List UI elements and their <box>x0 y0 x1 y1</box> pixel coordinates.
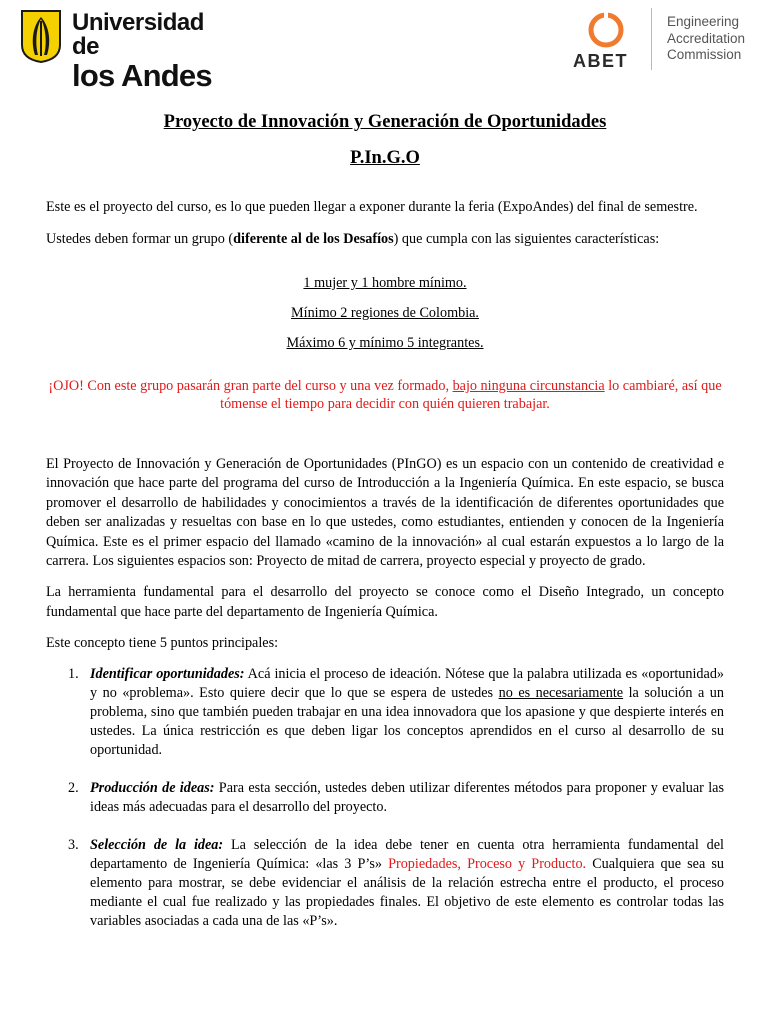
accreditation-commission-label: Engineering Accreditation Commission <box>667 14 746 62</box>
abet-ring-icon <box>586 10 626 50</box>
list-item-number: 2. <box>68 780 79 797</box>
list-item-title: Identificar oportunidades: <box>90 666 245 683</box>
list-item: 1. Identificar oportunidades: Acá inicia el proceso de ideación. Nótese que la palabra utilizada es «oportunidad» y no «problema». Esto quiere decir que lo que se espera de ustedes no es necesariamente la solución a un problema, sino que también pueden trabajar en una idea innovadora que los apasione y que despierte interés en ustedes. La única restricción es que deben ligar los conceptos aprendidos en el curso al desarrollo de su oportunidad. <box>68 666 725 759</box>
uandes-emblem-icon <box>18 9 64 63</box>
list-item-number: 3. <box>68 837 79 854</box>
university-name-line2: los Andes <box>72 58 212 93</box>
list-item-number: 1. <box>68 666 79 683</box>
points-list <box>46 665 724 931</box>
list-item: 3. Selección de la idea: La selección de la idea debe tener en cuenta otra herramienta fundamental del departamento de Ingeniería Química: «las 3 P’s» Propiedades, Proceso y Producto. Cualquiera que sea su elemento para mostrar, se debe evidenciar el análisis de la relación estrecha entre el producto, el proceso mediante el cual fue realizado y las propiedades finales. El objetivo de este elemento es controlar todas las variables asociadas a cada una de las «P’s». <box>68 837 724 930</box>
abet-logo <box>570 10 650 74</box>
requirement-item: Mínimo 2 regiones de Colombia. <box>291 305 479 321</box>
abet-wordmark: ABET <box>573 51 628 71</box>
warning-note: ¡OJO! Con este grupo pasarán gran parte del curso y una vez formado, bajo ninguna circunstancia lo cambiaré, así que tómense el tiempo para decidir con quién quieren trabajar. <box>48 378 722 412</box>
intro-paragraph: Este es el proyecto del curso, es lo que pueden llegar a exponer durante la feria (ExpoAndes) del final de semestre. <box>46 199 698 215</box>
list-item: 2. Producción de ideas: Para esta sección, ustedes deben utilizar diferentes métodos para proponer y evaluar las ideas más adecuadas para el desarrollo del proyecto. <box>68 780 724 816</box>
requirements-list <box>46 274 724 353</box>
document-body <box>46 110 724 950</box>
document-subtitle: P.In.G.O <box>350 148 420 168</box>
page-header <box>0 0 768 93</box>
requirement-item: Máximo 6 y mínimo 5 integrantes. <box>286 335 484 351</box>
list-item-title: Producción de ideas: <box>90 780 215 797</box>
pingo-description-paragraph: El Proyecto de Innovación y Generación de Oportunidades (PInGO) es un espacio con un contenido de creatividad e innovación que hace parte del programa del curso de Introducción a la Ingeniería Química. En este espacio, se busca promover el desarrollo de habilidades y conocimientos a través de la identificación de diferentes oportunidades que deben ser analizadas y resueltas con base en lo que ustedes, como estudiantes, entienden y conocen de la Ingeniería Química. Este es el primer espacio del llamado «camino de la innovación» al cual estarán expuestos a lo largo de la carrera. Los siguientes espacios son: Proyecto de mitad de carrera, proyecto especial y proyecto de grado. <box>46 456 724 570</box>
integrated-design-paragraph: La herramienta fundamental para el desarrollo del proyecto se conoce como el Diseño Integrado, un concepto fundamental que hace parte del departamento de Ingeniería Química. <box>46 584 724 620</box>
list-item-title: Selección de la idea: <box>90 837 224 854</box>
university-name-line1: Universidad de <box>72 9 204 60</box>
group-paragraph: Ustedes deben formar un grupo (diferente al de los Desafíos) que cumpla con las siguientes características: <box>46 231 660 247</box>
header-divider <box>651 8 652 70</box>
points-intro-paragraph: Este concepto tiene 5 puntos principales: <box>46 635 279 652</box>
universidad-de-los-andes-logo <box>18 9 218 93</box>
requirement-item: 1 mujer y 1 hombre mínimo. <box>303 275 467 291</box>
document-title: Proyecto de Innovación y Generación de Oportunidades <box>163 112 607 132</box>
